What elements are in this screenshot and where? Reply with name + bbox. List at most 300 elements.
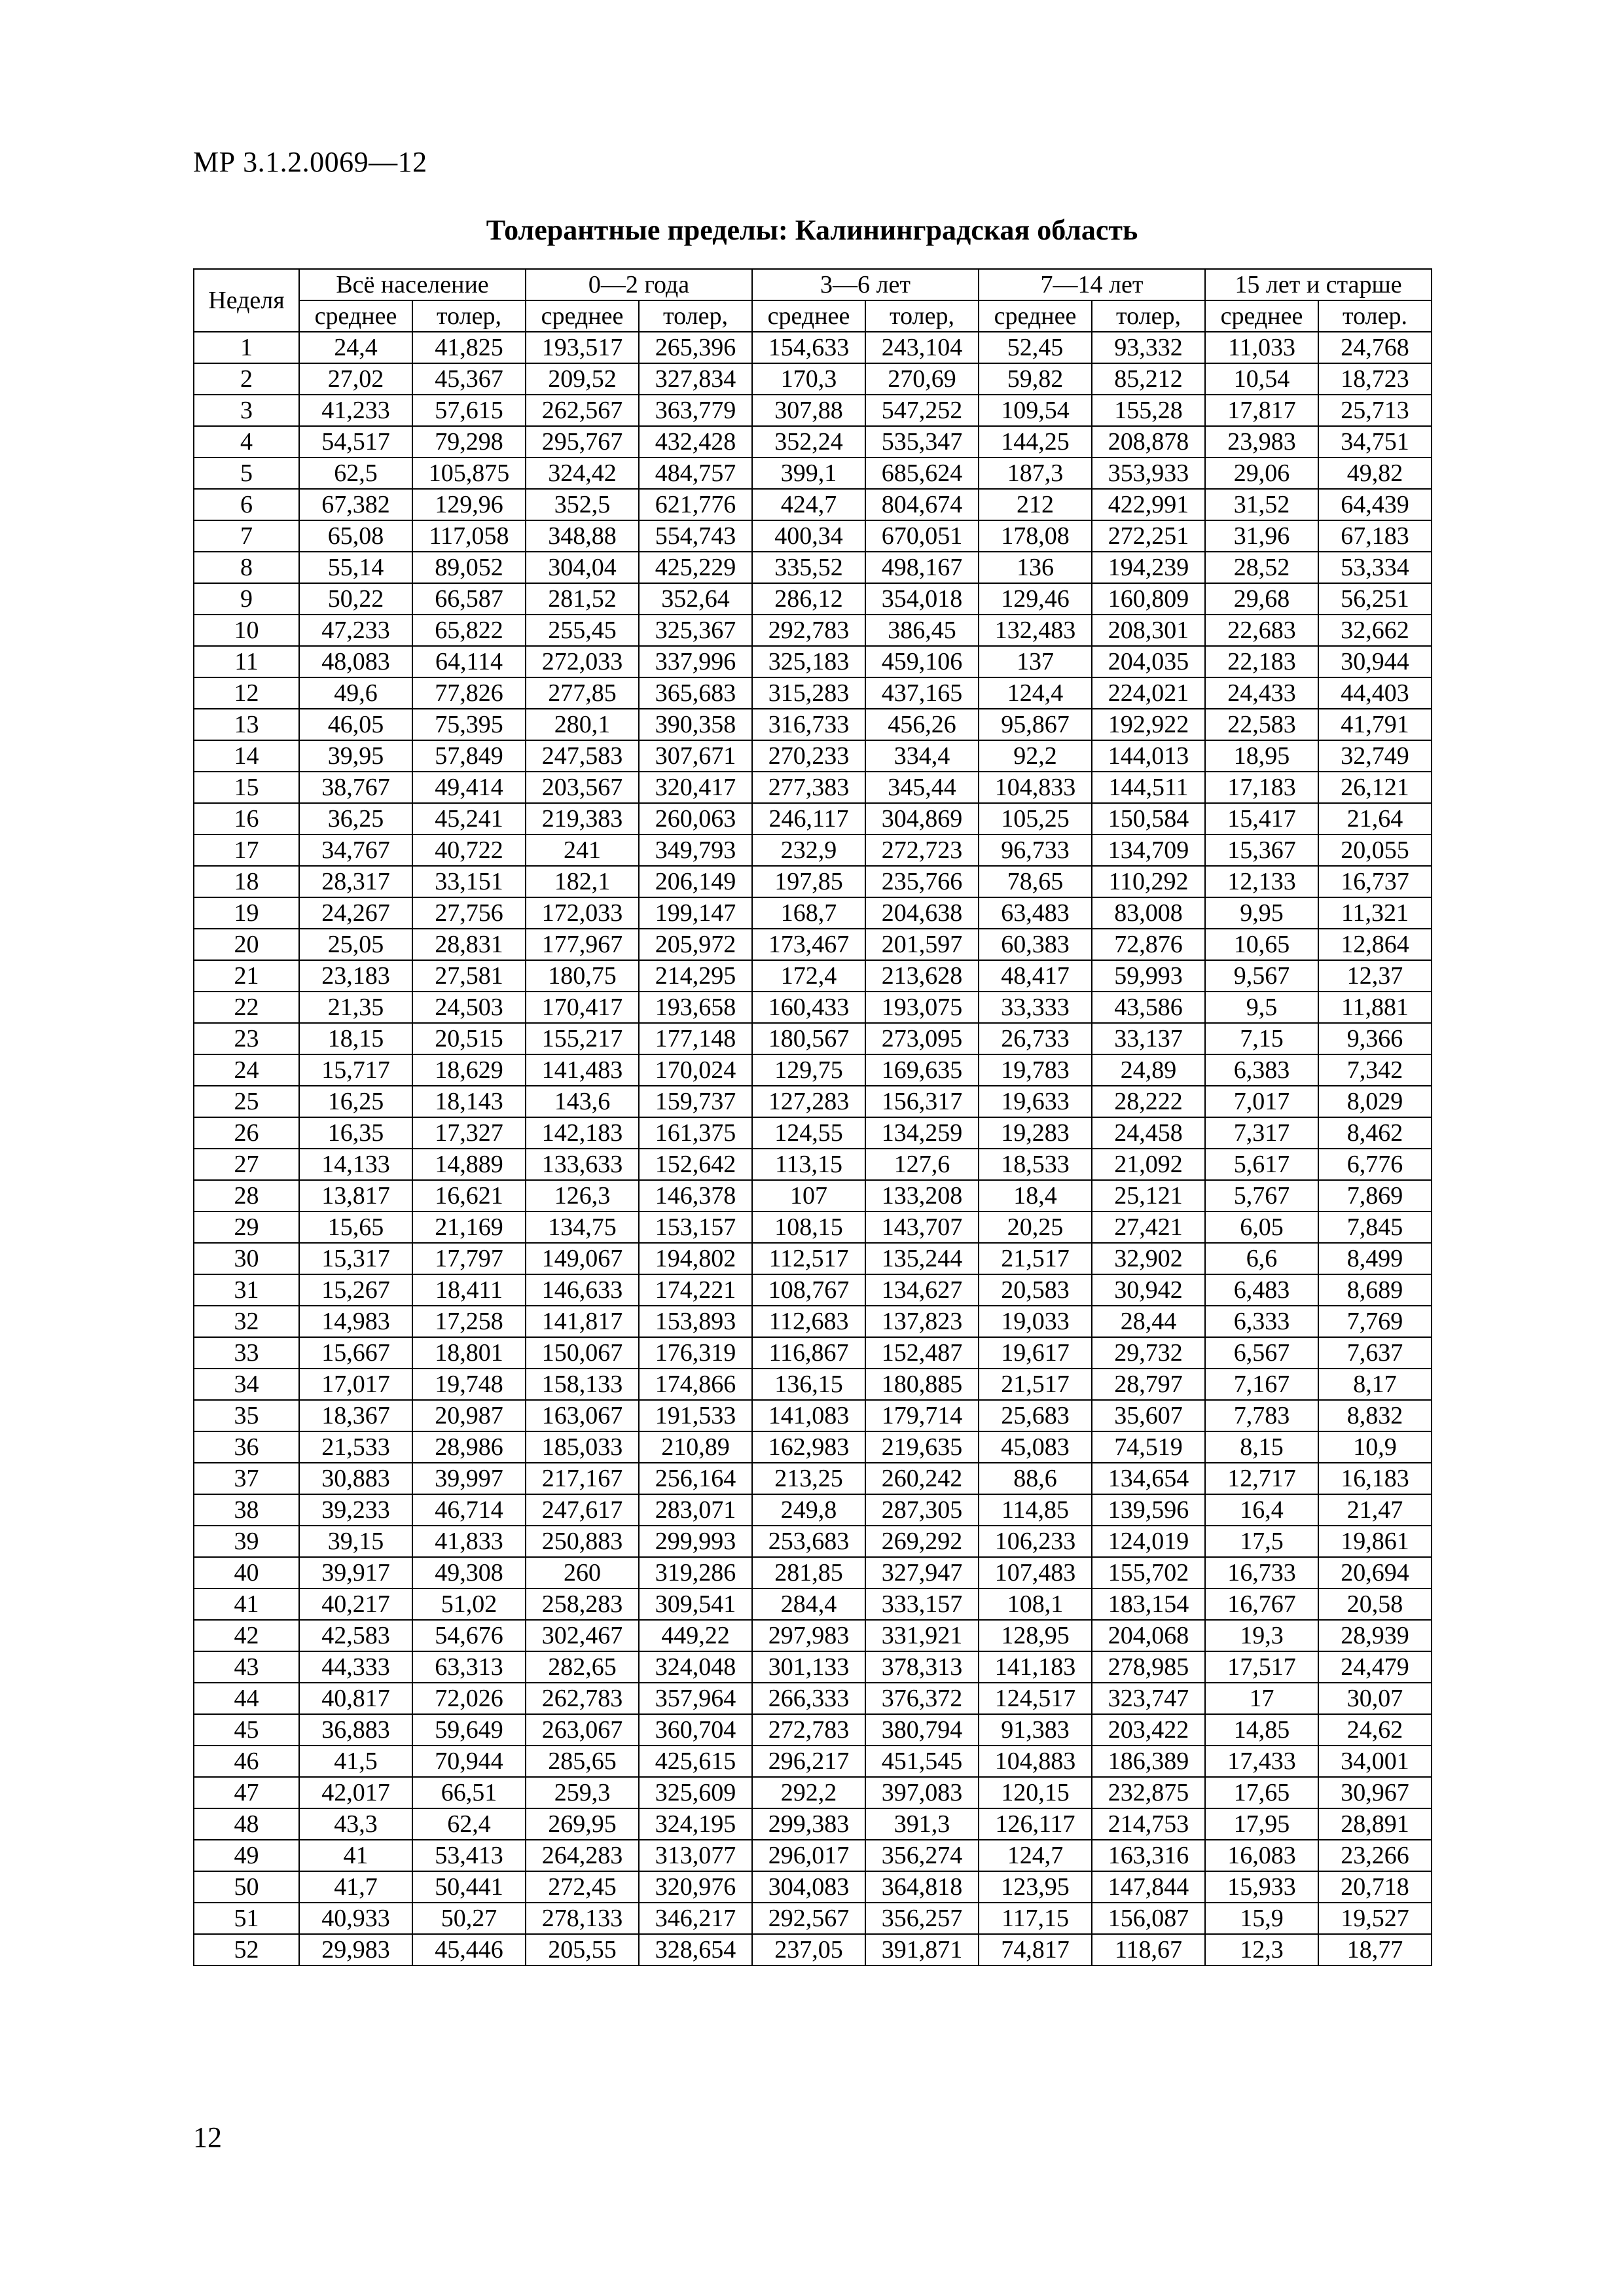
week-cell: 34 xyxy=(194,1369,299,1400)
value-cell: 32,902 xyxy=(1092,1243,1205,1274)
value-cell: 352,64 xyxy=(639,583,752,615)
value-cell: 50,27 xyxy=(412,1903,526,1934)
value-cell: 156,087 xyxy=(1092,1903,1205,1934)
value-cell: 194,239 xyxy=(1092,552,1205,583)
value-cell: 124,4 xyxy=(979,677,1092,709)
value-cell: 19,783 xyxy=(979,1054,1092,1086)
value-cell: 296,217 xyxy=(752,1746,865,1777)
document-code: МР 3.1.2.0069—12 xyxy=(193,146,427,178)
value-cell: 27,756 xyxy=(412,897,526,929)
table-row xyxy=(194,897,1432,929)
value-cell: 12,37 xyxy=(1318,960,1432,992)
value-cell: 18,95 xyxy=(1205,740,1318,772)
value-cell: 357,964 xyxy=(639,1683,752,1714)
value-cell: 19,3 xyxy=(1205,1620,1318,1651)
value-cell: 7,769 xyxy=(1318,1306,1432,1337)
value-cell: 155,217 xyxy=(526,1023,639,1054)
week-cell: 32 xyxy=(194,1306,299,1337)
value-cell: 24,479 xyxy=(1318,1651,1432,1683)
table-row xyxy=(194,1871,1432,1903)
value-cell: 40,817 xyxy=(299,1683,412,1714)
value-cell: 16,621 xyxy=(412,1180,526,1211)
value-cell: 43,586 xyxy=(1092,992,1205,1023)
value-cell: 123,95 xyxy=(979,1871,1092,1903)
value-cell: 146,633 xyxy=(526,1274,639,1306)
value-cell: 364,818 xyxy=(865,1871,979,1903)
week-cell: 36 xyxy=(194,1431,299,1463)
value-cell: 105,875 xyxy=(412,457,526,489)
value-cell: 55,14 xyxy=(299,552,412,583)
value-cell: 48,417 xyxy=(979,960,1092,992)
value-cell: 260 xyxy=(526,1557,639,1588)
value-cell: 186,389 xyxy=(1092,1746,1205,1777)
week-cell: 13 xyxy=(194,709,299,740)
value-cell: 16,737 xyxy=(1318,866,1432,897)
value-cell: 124,7 xyxy=(979,1840,1092,1871)
value-cell: 278,985 xyxy=(1092,1651,1205,1683)
value-cell: 390,358 xyxy=(639,709,752,740)
value-cell: 9,95 xyxy=(1205,897,1318,929)
value-cell: 206,149 xyxy=(639,866,752,897)
value-cell: 292,567 xyxy=(752,1903,865,1934)
value-cell: 18,533 xyxy=(979,1149,1092,1180)
week-cell: 35 xyxy=(194,1400,299,1431)
value-cell: 205,55 xyxy=(526,1934,639,1965)
value-cell: 273,095 xyxy=(865,1023,979,1054)
value-cell: 197,85 xyxy=(752,866,865,897)
value-cell: 44,403 xyxy=(1318,677,1432,709)
value-cell: 266,333 xyxy=(752,1683,865,1714)
value-cell: 28,939 xyxy=(1318,1620,1432,1651)
value-cell: 356,274 xyxy=(865,1840,979,1871)
value-cell: 6,776 xyxy=(1318,1149,1432,1180)
week-cell: 45 xyxy=(194,1714,299,1746)
table-row xyxy=(194,1714,1432,1746)
table-row xyxy=(194,1337,1432,1369)
value-cell: 177,148 xyxy=(639,1023,752,1054)
value-cell: 46,05 xyxy=(299,709,412,740)
value-cell: 365,683 xyxy=(639,677,752,709)
value-cell: 8,499 xyxy=(1318,1243,1432,1274)
value-cell: 118,67 xyxy=(1092,1934,1205,1965)
value-cell: 134,654 xyxy=(1092,1463,1205,1494)
value-cell: 269,95 xyxy=(526,1808,639,1840)
value-cell: 17,433 xyxy=(1205,1746,1318,1777)
table-row xyxy=(194,552,1432,583)
value-cell: 287,305 xyxy=(865,1494,979,1526)
table-row xyxy=(194,1369,1432,1400)
value-cell: 204,035 xyxy=(1092,646,1205,677)
value-cell: 141,483 xyxy=(526,1054,639,1086)
week-cell: 40 xyxy=(194,1557,299,1588)
value-cell: 498,167 xyxy=(865,552,979,583)
value-cell: 113,15 xyxy=(752,1149,865,1180)
week-cell: 22 xyxy=(194,992,299,1023)
value-cell: 132,483 xyxy=(979,615,1092,646)
value-cell: 7,017 xyxy=(1205,1086,1318,1117)
value-cell: 33,151 xyxy=(412,866,526,897)
week-cell: 27 xyxy=(194,1149,299,1180)
value-cell: 23,183 xyxy=(299,960,412,992)
table-row xyxy=(194,1808,1432,1840)
week-cell: 49 xyxy=(194,1840,299,1871)
value-cell: 17,817 xyxy=(1205,395,1318,426)
group-header: 15 лет и старше xyxy=(1205,269,1432,300)
value-cell: 214,753 xyxy=(1092,1808,1205,1840)
value-cell: 154,633 xyxy=(752,332,865,363)
value-cell: 19,527 xyxy=(1318,1903,1432,1934)
value-cell: 155,702 xyxy=(1092,1557,1205,1588)
value-cell: 36,25 xyxy=(299,803,412,834)
value-cell: 173,467 xyxy=(752,929,865,960)
table-row xyxy=(194,929,1432,960)
week-cell: 11 xyxy=(194,646,299,677)
value-cell: 23,983 xyxy=(1205,426,1318,457)
value-cell: 281,85 xyxy=(752,1557,865,1588)
value-cell: 250,883 xyxy=(526,1526,639,1557)
value-cell: 19,633 xyxy=(979,1086,1092,1117)
value-cell: 459,106 xyxy=(865,646,979,677)
value-cell: 19,748 xyxy=(412,1369,526,1400)
value-cell: 307,88 xyxy=(752,395,865,426)
value-cell: 299,993 xyxy=(639,1526,752,1557)
week-cell: 21 xyxy=(194,960,299,992)
value-cell: 59,649 xyxy=(412,1714,526,1746)
value-cell: 17,797 xyxy=(412,1243,526,1274)
value-cell: 24,433 xyxy=(1205,677,1318,709)
value-cell: 213,25 xyxy=(752,1463,865,1494)
group-header: 0—2 года xyxy=(526,269,752,300)
value-cell: 172,033 xyxy=(526,897,639,929)
value-cell: 21,517 xyxy=(979,1243,1092,1274)
value-cell: 50,22 xyxy=(299,583,412,615)
value-cell: 133,208 xyxy=(865,1180,979,1211)
value-cell: 299,383 xyxy=(752,1808,865,1840)
value-cell: 286,12 xyxy=(752,583,865,615)
value-cell: 281,52 xyxy=(526,583,639,615)
value-cell: 19,283 xyxy=(979,1117,1092,1149)
value-cell: 328,654 xyxy=(639,1934,752,1965)
value-cell: 35,607 xyxy=(1092,1400,1205,1431)
value-cell: 12,864 xyxy=(1318,929,1432,960)
column-subheader: среднее xyxy=(299,300,412,332)
value-cell: 6,05 xyxy=(1205,1211,1318,1243)
value-cell: 47,233 xyxy=(299,615,412,646)
value-cell: 31,52 xyxy=(1205,489,1318,520)
week-cell: 29 xyxy=(194,1211,299,1243)
value-cell: 14,983 xyxy=(299,1306,412,1337)
value-cell: 108,15 xyxy=(752,1211,865,1243)
value-cell: 60,383 xyxy=(979,929,1092,960)
table-row xyxy=(194,709,1432,740)
value-cell: 334,4 xyxy=(865,740,979,772)
week-cell: 33 xyxy=(194,1337,299,1369)
value-cell: 232,875 xyxy=(1092,1777,1205,1808)
value-cell: 40,933 xyxy=(299,1903,412,1934)
value-cell: 152,642 xyxy=(639,1149,752,1180)
value-cell: 255,45 xyxy=(526,615,639,646)
table-row xyxy=(194,1526,1432,1557)
value-cell: 11,033 xyxy=(1205,332,1318,363)
value-cell: 40,722 xyxy=(412,834,526,866)
value-cell: 18,367 xyxy=(299,1400,412,1431)
value-cell: 18,77 xyxy=(1318,1934,1432,1965)
value-cell: 313,077 xyxy=(639,1840,752,1871)
value-cell: 25,121 xyxy=(1092,1180,1205,1211)
table-row xyxy=(194,1683,1432,1714)
value-cell: 20,583 xyxy=(979,1274,1092,1306)
value-cell: 70,944 xyxy=(412,1746,526,1777)
value-cell: 256,164 xyxy=(639,1463,752,1494)
value-cell: 272,251 xyxy=(1092,520,1205,552)
value-cell: 66,587 xyxy=(412,583,526,615)
value-cell: 39,233 xyxy=(299,1494,412,1526)
value-cell: 34,767 xyxy=(299,834,412,866)
week-cell: 2 xyxy=(194,363,299,395)
value-cell: 153,157 xyxy=(639,1211,752,1243)
value-cell: 139,596 xyxy=(1092,1494,1205,1526)
value-cell: 41,233 xyxy=(299,395,412,426)
value-cell: 284,4 xyxy=(752,1588,865,1620)
value-cell: 14,889 xyxy=(412,1149,526,1180)
value-cell: 285,65 xyxy=(526,1746,639,1777)
value-cell: 187,3 xyxy=(979,457,1092,489)
value-cell: 134,75 xyxy=(526,1211,639,1243)
value-cell: 174,866 xyxy=(639,1369,752,1400)
table-row xyxy=(194,1243,1432,1274)
value-cell: 20,055 xyxy=(1318,834,1432,866)
value-cell: 7,845 xyxy=(1318,1211,1432,1243)
value-cell: 24,768 xyxy=(1318,332,1432,363)
week-cell: 17 xyxy=(194,834,299,866)
week-cell: 42 xyxy=(194,1620,299,1651)
value-cell: 178,08 xyxy=(979,520,1092,552)
value-cell: 18,801 xyxy=(412,1337,526,1369)
week-cell: 6 xyxy=(194,489,299,520)
week-cell: 52 xyxy=(194,1934,299,1965)
value-cell: 327,834 xyxy=(639,363,752,395)
value-cell: 260,242 xyxy=(865,1463,979,1494)
value-cell: 74,817 xyxy=(979,1934,1092,1965)
value-cell: 29,06 xyxy=(1205,457,1318,489)
group-header: Всё население xyxy=(299,269,526,300)
value-cell: 263,067 xyxy=(526,1714,639,1746)
value-cell: 21,533 xyxy=(299,1431,412,1463)
table-row xyxy=(194,1557,1432,1588)
value-cell: 28,222 xyxy=(1092,1086,1205,1117)
value-cell: 18,723 xyxy=(1318,363,1432,395)
week-cell: 26 xyxy=(194,1117,299,1149)
value-cell: 51,02 xyxy=(412,1588,526,1620)
value-cell: 484,757 xyxy=(639,457,752,489)
value-cell: 270,233 xyxy=(752,740,865,772)
value-cell: 24,89 xyxy=(1092,1054,1205,1086)
value-cell: 91,383 xyxy=(979,1714,1092,1746)
value-cell: 30,967 xyxy=(1318,1777,1432,1808)
value-cell: 262,783 xyxy=(526,1683,639,1714)
value-cell: 219,635 xyxy=(865,1431,979,1463)
value-cell: 144,013 xyxy=(1092,740,1205,772)
value-cell: 386,45 xyxy=(865,615,979,646)
value-cell: 270,69 xyxy=(865,363,979,395)
column-subheader: толер, xyxy=(639,300,752,332)
value-cell: 112,683 xyxy=(752,1306,865,1337)
value-cell: 432,428 xyxy=(639,426,752,457)
week-cell: 9 xyxy=(194,583,299,615)
value-cell: 170,3 xyxy=(752,363,865,395)
value-cell: 66,51 xyxy=(412,1777,526,1808)
value-cell: 129,75 xyxy=(752,1054,865,1086)
value-cell: 191,533 xyxy=(639,1400,752,1431)
value-cell: 456,26 xyxy=(865,709,979,740)
value-cell: 272,783 xyxy=(752,1714,865,1746)
value-cell: 5,767 xyxy=(1205,1180,1318,1211)
value-cell: 6,383 xyxy=(1205,1054,1318,1086)
tolerance-table xyxy=(193,268,1432,1966)
value-cell: 49,414 xyxy=(412,772,526,803)
value-cell: 7,869 xyxy=(1318,1180,1432,1211)
value-cell: 57,615 xyxy=(412,395,526,426)
value-cell: 391,3 xyxy=(865,1808,979,1840)
value-cell: 168,7 xyxy=(752,897,865,929)
table-row xyxy=(194,866,1432,897)
value-cell: 360,704 xyxy=(639,1714,752,1746)
value-cell: 180,885 xyxy=(865,1369,979,1400)
value-cell: 29,732 xyxy=(1092,1337,1205,1369)
value-cell: 346,217 xyxy=(639,1903,752,1934)
value-cell: 30,944 xyxy=(1318,646,1432,677)
value-cell: 237,05 xyxy=(752,1934,865,1965)
value-cell: 224,021 xyxy=(1092,677,1205,709)
value-cell: 136,15 xyxy=(752,1369,865,1400)
value-cell: 21,35 xyxy=(299,992,412,1023)
value-cell: 147,844 xyxy=(1092,1871,1205,1903)
value-cell: 325,183 xyxy=(752,646,865,677)
value-cell: 217,167 xyxy=(526,1463,639,1494)
value-cell: 213,628 xyxy=(865,960,979,992)
value-cell: 295,767 xyxy=(526,426,639,457)
value-cell: 324,42 xyxy=(526,457,639,489)
value-cell: 75,395 xyxy=(412,709,526,740)
week-cell: 19 xyxy=(194,897,299,929)
week-cell: 28 xyxy=(194,1180,299,1211)
value-cell: 176,319 xyxy=(639,1337,752,1369)
value-cell: 8,17 xyxy=(1318,1369,1432,1400)
value-cell: 292,783 xyxy=(752,615,865,646)
value-cell: 253,683 xyxy=(752,1526,865,1557)
value-cell: 320,417 xyxy=(639,772,752,803)
value-cell: 14,85 xyxy=(1205,1714,1318,1746)
value-cell: 127,6 xyxy=(865,1149,979,1180)
value-cell: 345,44 xyxy=(865,772,979,803)
value-cell: 141,817 xyxy=(526,1306,639,1337)
value-cell: 13,817 xyxy=(299,1180,412,1211)
value-cell: 144,25 xyxy=(979,426,1092,457)
value-cell: 331,921 xyxy=(865,1620,979,1651)
value-cell: 92,2 xyxy=(979,740,1092,772)
week-cell: 12 xyxy=(194,677,299,709)
week-cell: 47 xyxy=(194,1777,299,1808)
value-cell: 83,008 xyxy=(1092,897,1205,929)
week-cell: 25 xyxy=(194,1086,299,1117)
value-cell: 49,6 xyxy=(299,677,412,709)
value-cell: 292,2 xyxy=(752,1777,865,1808)
value-cell: 425,615 xyxy=(639,1746,752,1777)
value-cell: 30,942 xyxy=(1092,1274,1205,1306)
value-cell: 67,183 xyxy=(1318,520,1432,552)
value-cell: 7,637 xyxy=(1318,1337,1432,1369)
value-cell: 15,9 xyxy=(1205,1903,1318,1934)
week-cell: 7 xyxy=(194,520,299,552)
table-row xyxy=(194,1651,1432,1683)
value-cell: 6,567 xyxy=(1205,1337,1318,1369)
table-row xyxy=(194,332,1432,363)
value-cell: 219,383 xyxy=(526,803,639,834)
value-cell: 24,458 xyxy=(1092,1117,1205,1149)
value-cell: 42,583 xyxy=(299,1620,412,1651)
value-cell: 117,058 xyxy=(412,520,526,552)
table-row xyxy=(194,960,1432,992)
value-cell: 378,313 xyxy=(865,1651,979,1683)
value-cell: 34,751 xyxy=(1318,426,1432,457)
table-row xyxy=(194,1903,1432,1934)
table-row xyxy=(194,1180,1432,1211)
table-row xyxy=(194,1086,1432,1117)
value-cell: 192,922 xyxy=(1092,709,1205,740)
value-cell: 20,25 xyxy=(979,1211,1092,1243)
value-cell: 18,411 xyxy=(412,1274,526,1306)
value-cell: 210,89 xyxy=(639,1431,752,1463)
value-cell: 15,717 xyxy=(299,1054,412,1086)
value-cell: 21,47 xyxy=(1318,1494,1432,1526)
value-cell: 20,58 xyxy=(1318,1588,1432,1620)
page-number: 12 xyxy=(193,2121,222,2153)
value-cell: 41,825 xyxy=(412,332,526,363)
value-cell: 16,767 xyxy=(1205,1588,1318,1620)
value-cell: 64,439 xyxy=(1318,489,1432,520)
value-cell: 22,683 xyxy=(1205,615,1318,646)
value-cell: 10,65 xyxy=(1205,929,1318,960)
value-cell: 183,154 xyxy=(1092,1588,1205,1620)
value-cell: 12,717 xyxy=(1205,1463,1318,1494)
value-cell: 30,883 xyxy=(299,1463,412,1494)
value-cell: 114,85 xyxy=(979,1494,1092,1526)
value-cell: 24,503 xyxy=(412,992,526,1023)
value-cell: 41,833 xyxy=(412,1526,526,1557)
value-cell: 283,071 xyxy=(639,1494,752,1526)
value-cell: 153,893 xyxy=(639,1306,752,1337)
value-cell: 201,597 xyxy=(865,929,979,960)
value-cell: 304,083 xyxy=(752,1871,865,1903)
value-cell: 57,849 xyxy=(412,740,526,772)
value-cell: 16,733 xyxy=(1205,1557,1318,1588)
value-cell: 129,46 xyxy=(979,583,1092,615)
value-cell: 163,316 xyxy=(1092,1840,1205,1871)
table-row xyxy=(194,772,1432,803)
value-cell: 158,133 xyxy=(526,1369,639,1400)
value-cell: 16,25 xyxy=(299,1086,412,1117)
value-cell: 17,017 xyxy=(299,1369,412,1400)
value-cell: 108,1 xyxy=(979,1588,1092,1620)
value-cell: 25,713 xyxy=(1318,395,1432,426)
value-cell: 38,767 xyxy=(299,772,412,803)
value-cell: 17,183 xyxy=(1205,772,1318,803)
value-cell: 278,133 xyxy=(526,1903,639,1934)
value-cell: 309,541 xyxy=(639,1588,752,1620)
column-subheader: среднее xyxy=(979,300,1092,332)
column-subheader: среднее xyxy=(526,300,639,332)
value-cell: 65,08 xyxy=(299,520,412,552)
